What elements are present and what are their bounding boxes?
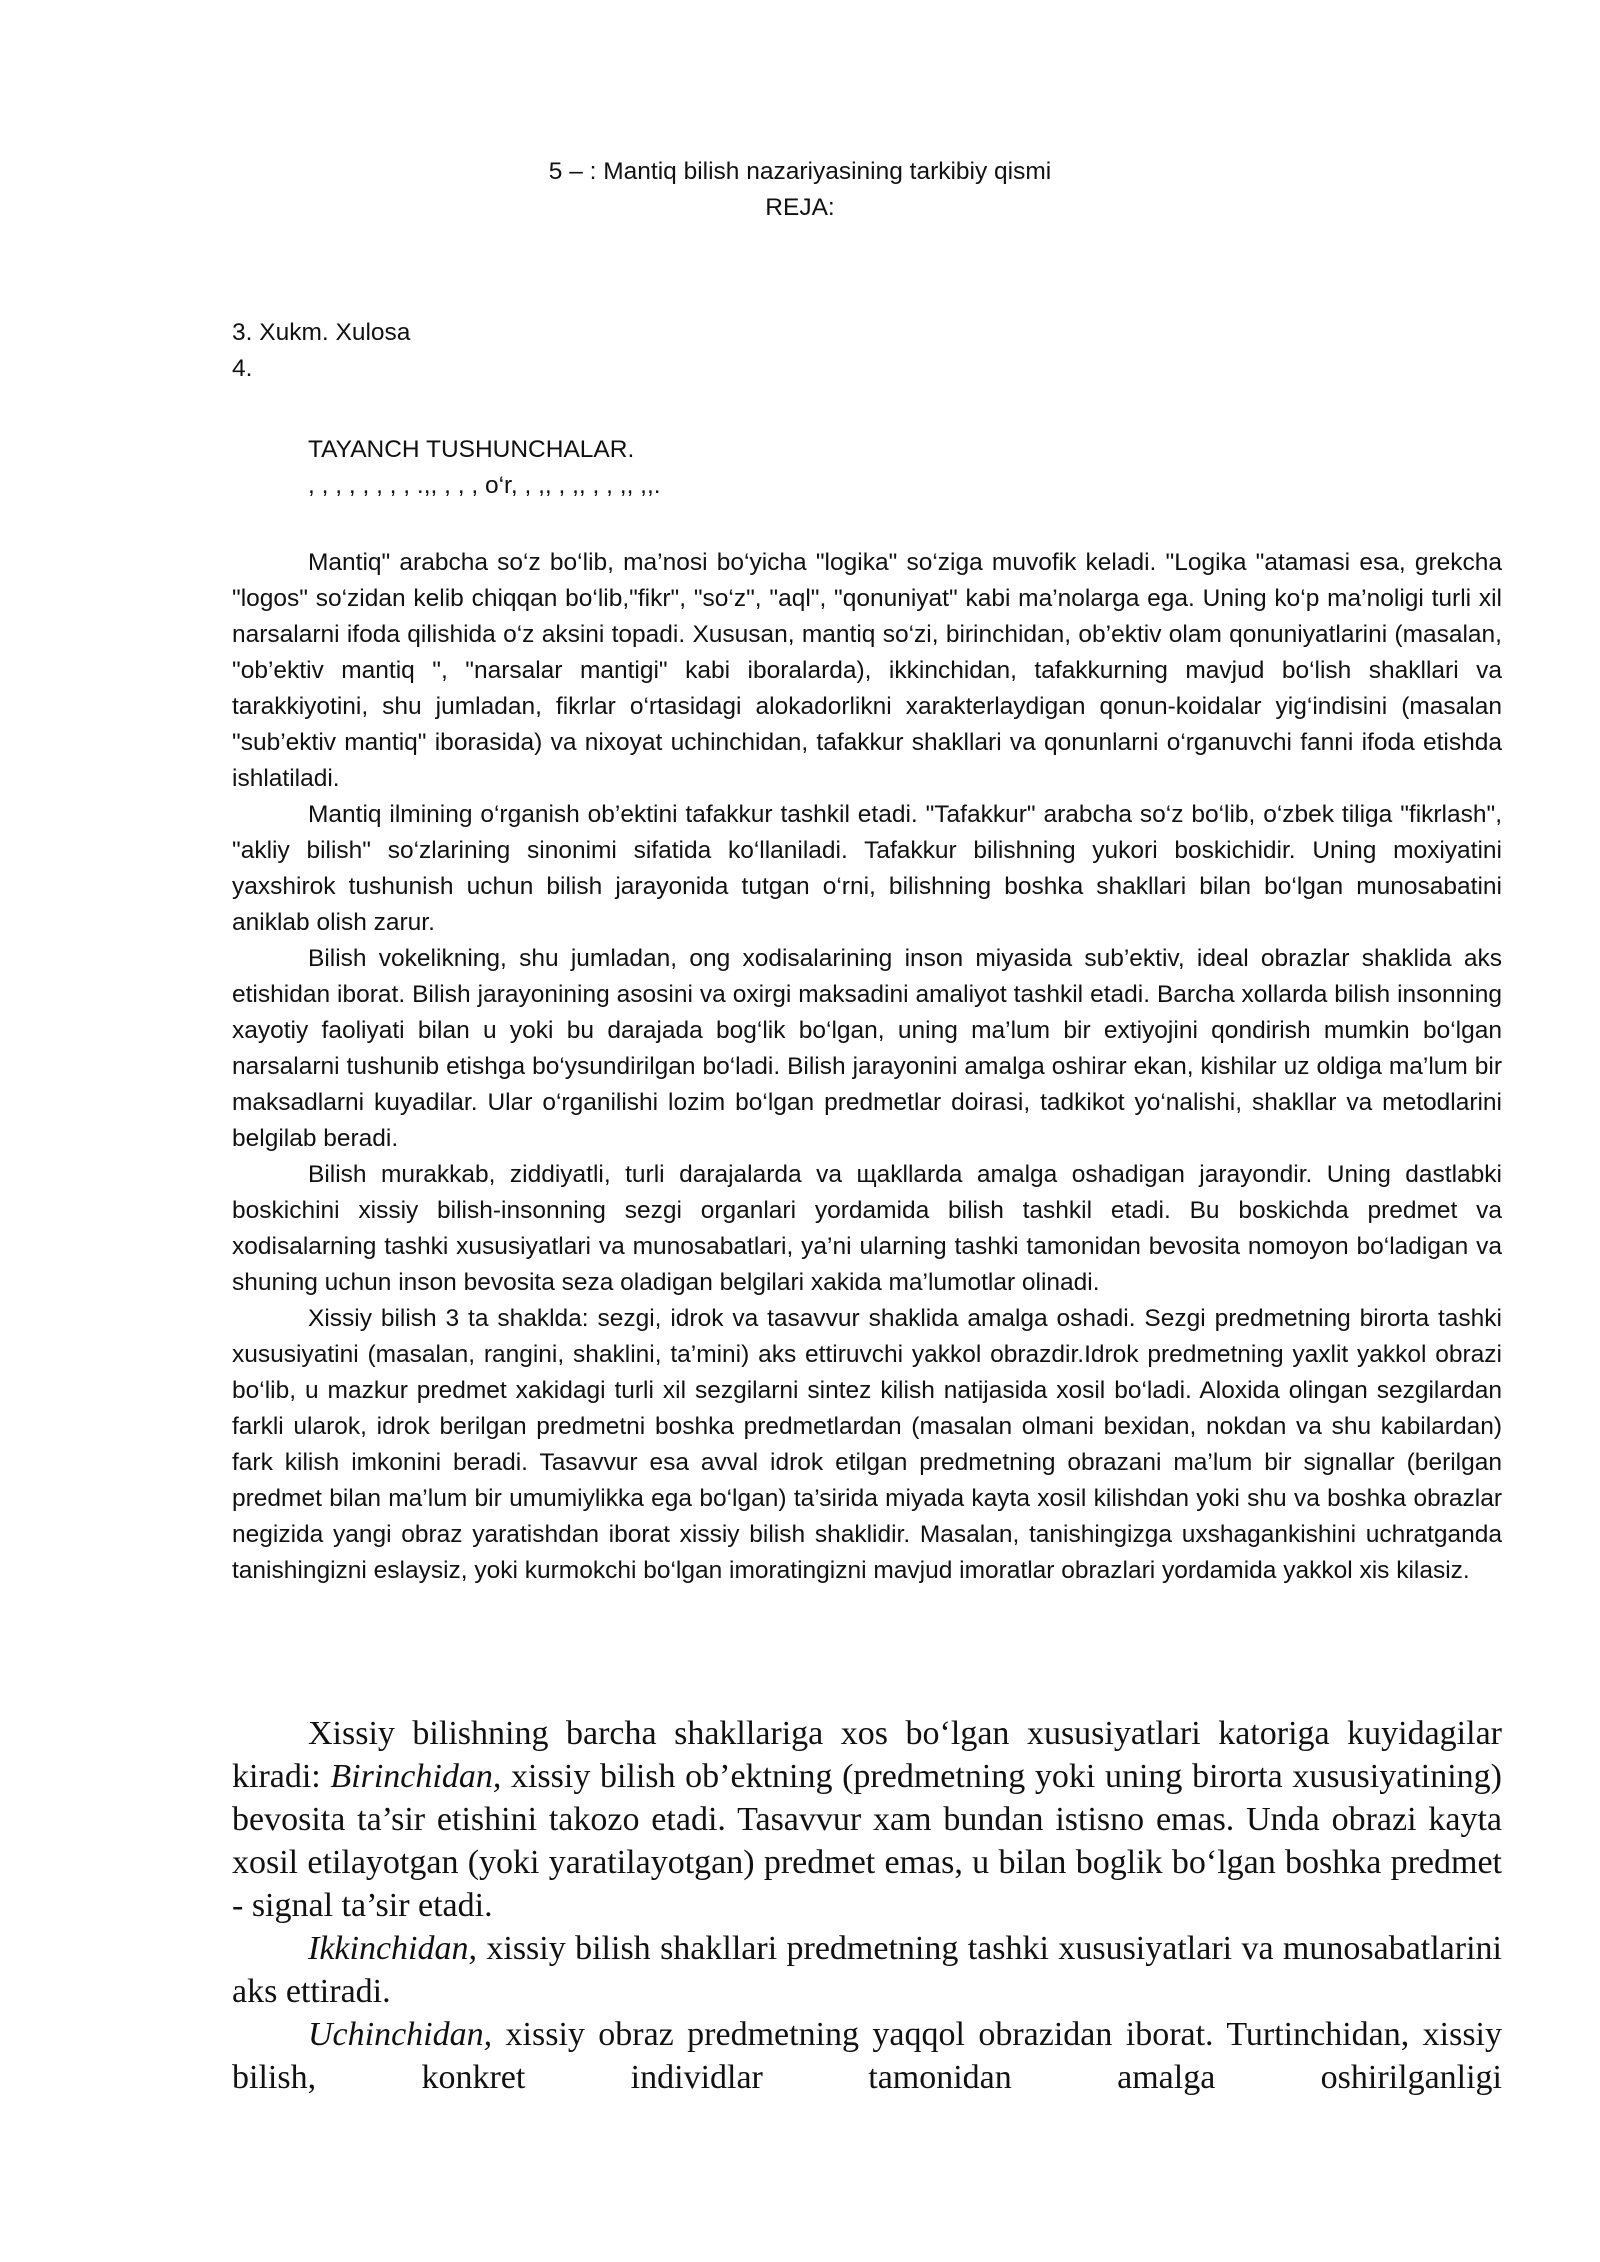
paragraph: Bilish murakkab, ziddiyatli, turli darajalarda va щakllarda amalga oshadigan jarayondir. Uning dastlabki boskichini xissiy bilish-insonning sezgi organlari yordamida bilish tashkil etadi. Bu boskichda predmet va xodisalarning tashki xususiyatlari va munosabatlari, ya’ni ularning tashki tamonidan bevosita nomoyon bo‘ladigan va shuning uchun inson bevosita seza oladigan belgilari xakida ma’lumotlar olinadi. bbox=[232, 1161, 1502, 1296]
paragraph: Xissiy bilish 3 ta shaklda: sezgi, idrok va tasavvur shaklida amalga oshadi. Sezgi predmetning birorta tashki xususiyatini (masalan, rangini, shaklini, ta’mini) aks ettiruvchi yakkol obrazdir.Idrok predmetning yaxlit yakkol obrazi bo‘lib, u mazkur predmet xakidagi turli xil sezgilarni sintez kilish natijasida xosil bo‘ladi. Aloxida olingan sezgilardan farkli ularok, idrok berilgan predmetni boshka predmetlardan (masalan olmani bexidan, nokdan va shu kabilardan) fark kilish imkonini beradi. Tasavvur esa avval idrok etilgan predmetning obrazani ma’lum bir signallar (berilgan predmet bilan ma’lum bir umumiylikka ega bo‘lgan) ta’sirida miyada kayta xosil kilishdan yoki shu va boshka obrazlar negizida yangi obraz yaratishdan iborat xissiy bilish shaklidir. Masalan, tanishingizga uxshagankishini uchratganda tanishingizni eslaysiz, yoki kurmokchi bo‘lgan imoratingizni mavjud imoratlar obrazlari yordamida yakkol xis kilasiz. bbox=[232, 1305, 1502, 1584]
plan-item: 4. bbox=[232, 355, 253, 382]
text-run: xissiy bilish shakllari predmetning tashki xususiyatlari va munosabatlarini aks ettiradi. bbox=[232, 1930, 1502, 2010]
body-text bbox=[232, 545, 1502, 1589]
paragraph bbox=[232, 1712, 1502, 1927]
serif-section bbox=[232, 1712, 1502, 2099]
paragraph bbox=[232, 1927, 1502, 2013]
text-run: Xissiy bilishning barcha shakllariga xos bo‘lgan xususiyatlari katoriga kuyidagilar kiradi: bbox=[232, 1715, 1502, 1795]
plan-heading: REJA: bbox=[765, 194, 835, 221]
paragraph: Mantiq" arabcha so‘z bo‘lib, ma’nosi bo‘yicha "logika" so‘ziga muvofik keladi. "Logika "atamasi esa, grekcha "logos" so‘zidan kelib chiqqan bo‘lib,"fikr", "so‘z", "aql", "qonuniyat" kabi ma’nolarga ega. Uning ko‘p ma’noligi turli xil narsalarni ifoda qilishida o‘z aksini topadi. Xususan, mantiq so‘zi, birinchidan, ob’ektiv olam qonuniyatlarini (masalan, "ob’ektiv mantiq ", "narsalar mantigi" kabi iboralarda), ikkinchidan, tafakkurning mavjud bo‘lish shakllari va tarakkiyotini, shu jumladan, fikrlar o‘rtasidagi alokadorlikni xarakterlaydigan qonun-koidalar yig‘indisini (masalan "sub’ektiv mantiq" iborasida) va nixoyat uchinchidan, tafakkur shakllari va qonunlarni o‘rganuvchi fanni ifoda etishda ishlatiladi. bbox=[232, 549, 1502, 792]
text-run: xissiy bilish ob’ektning (predmetning yoki uning birorta xususiyatining) bevosita ta’sir etishini takozo etadi. Tasavvur xam bundan istisno emas. Unda obrazi kayta xosil etilayotgan (yoki yaratilayotgan) predmet emas, u bilan boglik bo‘lgan boshka predmet - signal ta’sir etadi. bbox=[232, 1758, 1502, 1924]
document-title: 5 – : Mantiq bilish nazariyasining tarkibiy qismi bbox=[548, 158, 1052, 185]
emphasis: Uchinchidan, bbox=[308, 2016, 493, 2053]
emphasis: Birinchidan, bbox=[330, 1758, 502, 1795]
paragraph: Mantiq ilmining o‘rganish ob’ektini tafakkur tashkil etadi. "Tafakkur" arabcha so‘z bo‘lib, o‘zbek tiliga "fikrlash", "akliy bilish" so‘zlarining sinonimi sifatida ko‘llaniladi. Tafakkur bilishning yukori boskichidir. Uning moxiyatini yaxshirok tushunish uchun bilish jarayonida tutgan o‘rni, bilishning boshka shakllari bilan bo‘lgan munosabatini aniklab olish zarur. bbox=[232, 801, 1502, 936]
key-concepts-list: , , , , , , , , .,, , , , o‘r, , ,, , ,, , , ,, ,,. bbox=[308, 472, 661, 499]
paragraph bbox=[232, 2013, 1502, 2099]
key-concepts-heading: TAYANCH TUSHUNCHALAR. bbox=[308, 436, 635, 463]
plan-item: 3. Xukm. Xulosa bbox=[232, 319, 411, 346]
paragraph: Bilish vokelikning, shu jumladan, ong xodisalarining inson miyasida sub’ektiv, ideal obrazlar shaklida aks etishidan iborat. Bilish jarayonining asosini va oxirgi maksadini amaliyot tashkil etadi. Barcha xollarda bilish insonning xayotiy faoliyati bilan u yoki bu darajada bog‘lik bo‘lgan, uning ma’lum bir extiyojini qondirish mumkin bo‘lgan narsalarni tushunib etishga bo‘ysundirilgan bo‘ladi. Bilish jarayonini amalga oshirar ekan, kishilar uz oldiga ma’lum bir maksadlarni kuyadilar. Ular o‘rganilishi lozim bo‘lgan predmetlar doirasi, tadkikot yo‘nalishi, shakllar va metodlarini belgilab beradi. bbox=[232, 945, 1502, 1152]
text-run: xissiy obraz predmetning yaqqol obrazidan iborat. Turtinchidan, xissiy bilish, konkret individlar tamonidan amalga oshirilganligi bbox=[232, 2016, 1502, 2096]
emphasis: Ikkinchidan, bbox=[308, 1930, 477, 1967]
